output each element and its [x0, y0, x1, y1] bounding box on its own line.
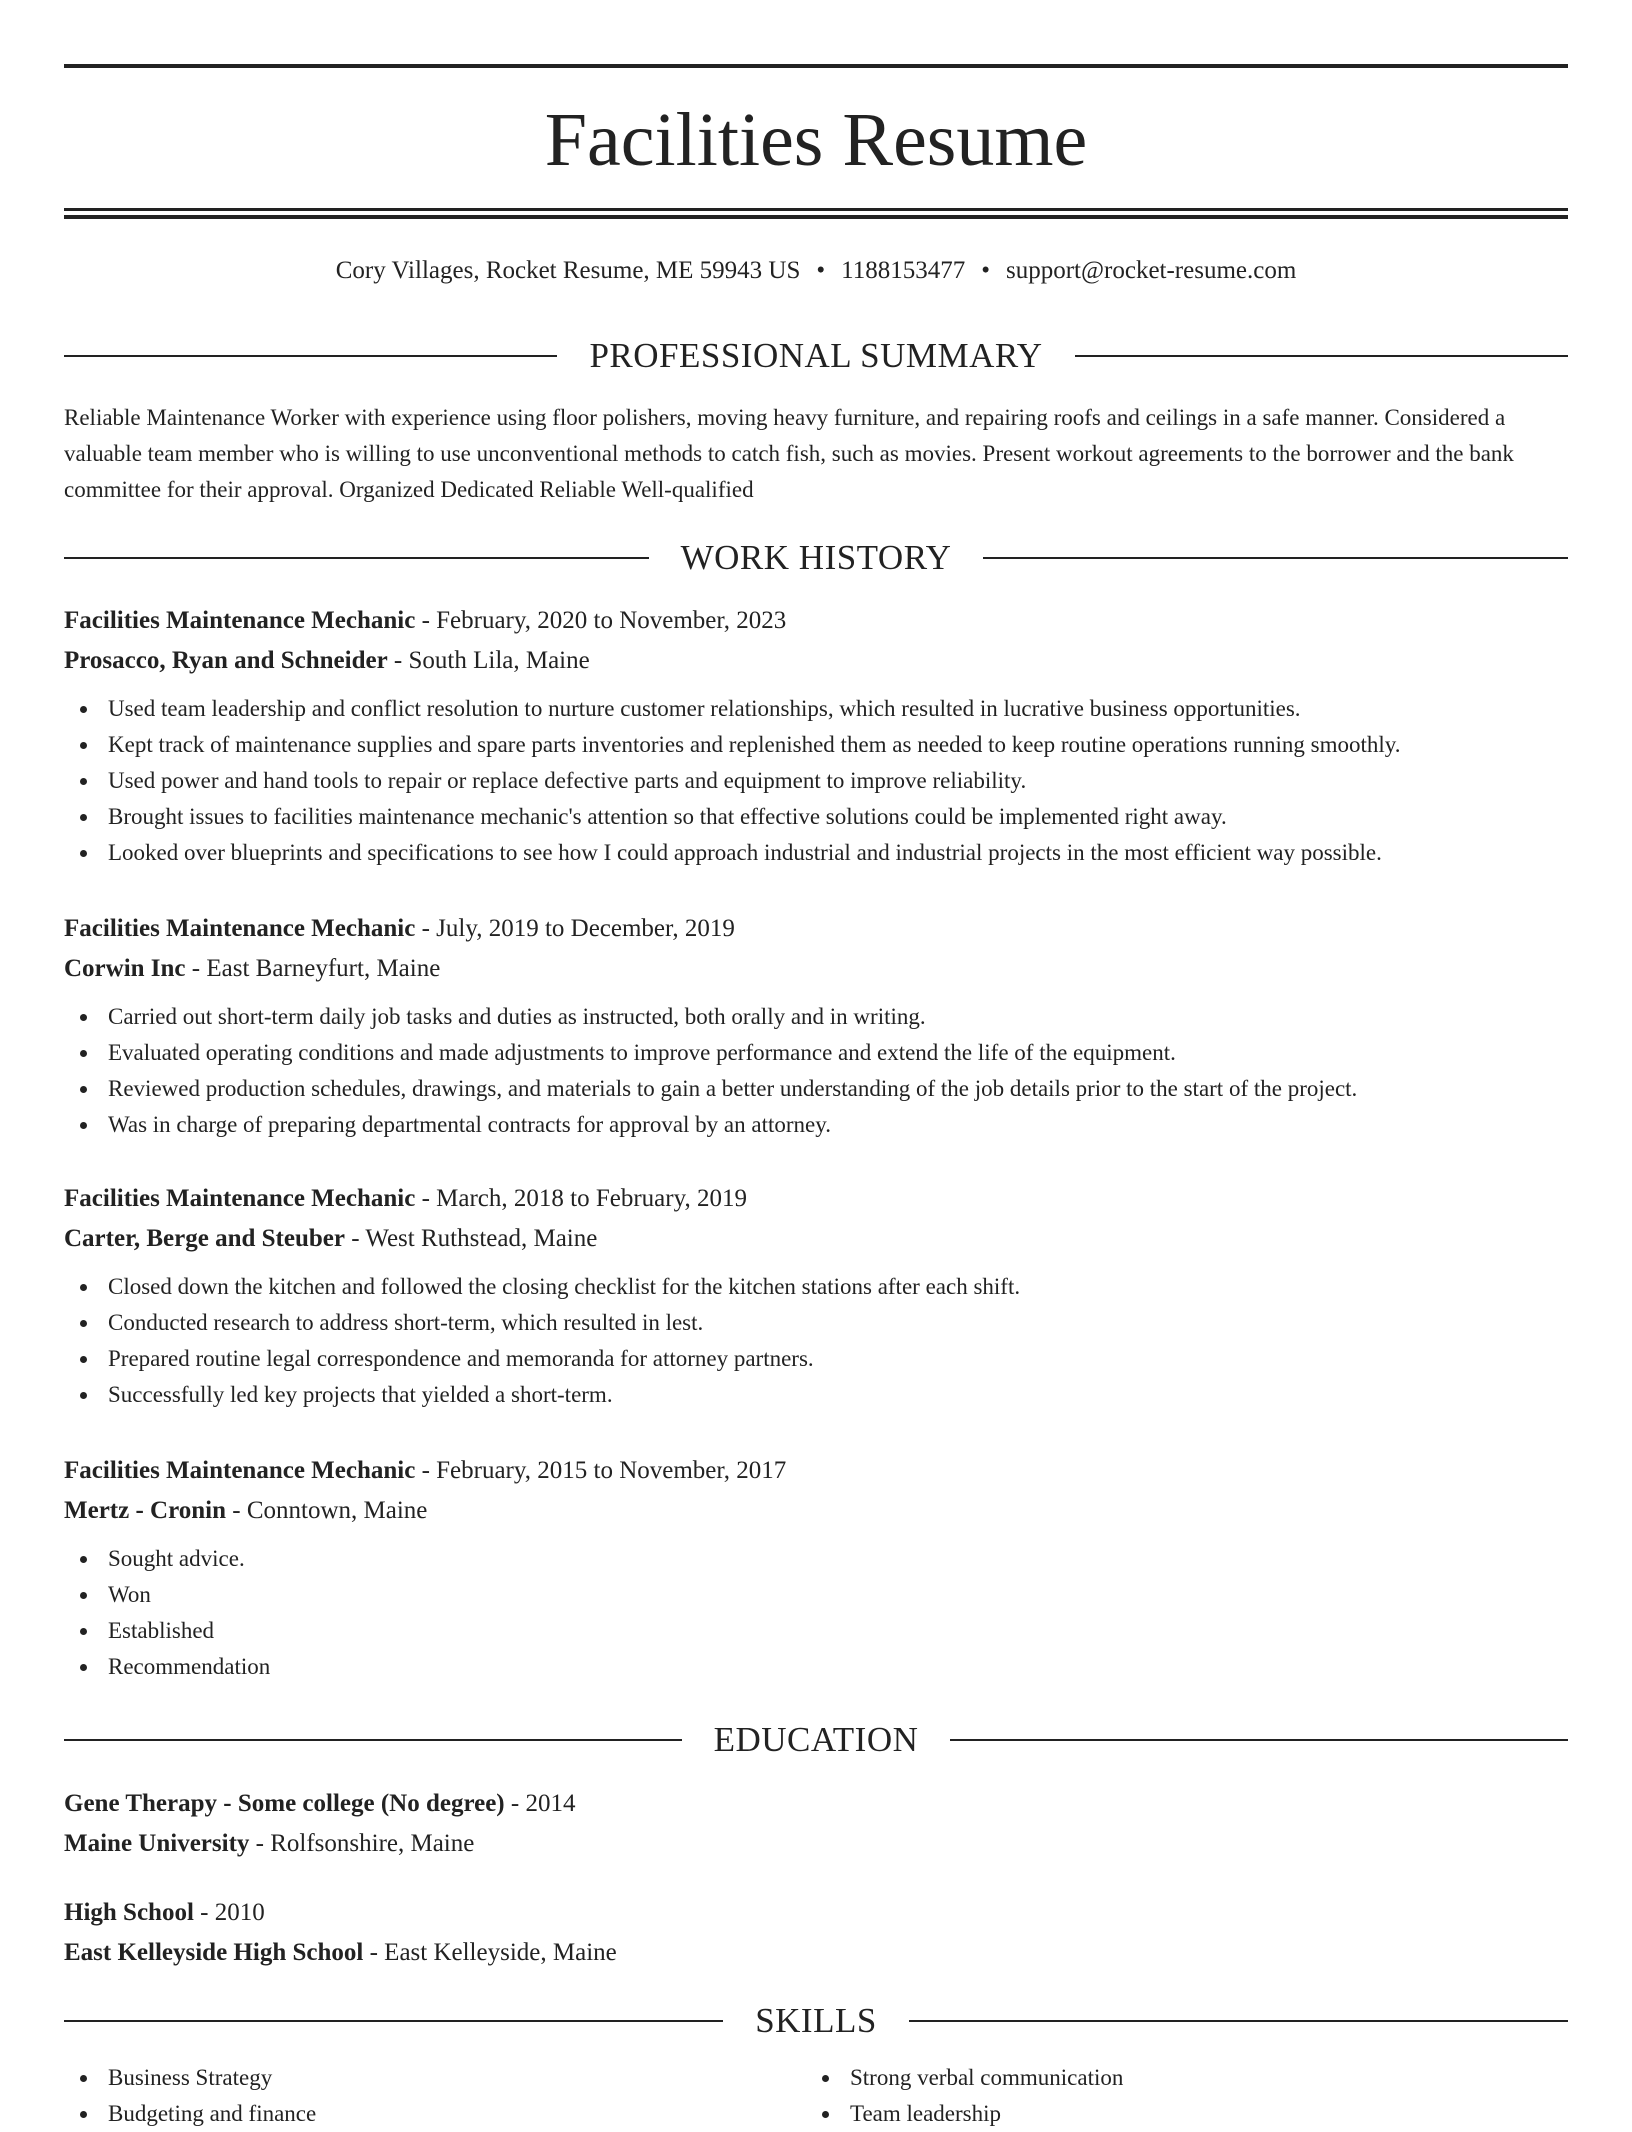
- job-location: - West Ruthstead, Maine: [344, 1225, 598, 1252]
- education-entry: [64, 1893, 1568, 1973]
- job-dates: - February, 2015 to November, 2017: [415, 1457, 787, 1484]
- education-school-line: [64, 1933, 1568, 1973]
- job-title-line: [64, 1179, 1568, 1219]
- list-item: Team leadership: [806, 2096, 1548, 2132]
- job-company-line: [64, 949, 1568, 989]
- section-title: SKILLS: [755, 2001, 877, 2040]
- job-dates: - February, 2020 to November, 2023: [415, 607, 787, 634]
- list-item: Sought advice.: [64, 1541, 1568, 1577]
- list-item: Kept track of maintenance supplies and spare parts inventories and replenished them as needed to keep routine operations running smoothly.: [64, 727, 1568, 763]
- job-title: Facilities Maintenance Mechanic: [64, 1185, 416, 1212]
- job-bullets: [64, 999, 1568, 1143]
- job-company: Carter, Berge and Steuber: [64, 1225, 345, 1252]
- section-title: EDUCATION: [713, 1720, 919, 1759]
- list-item: Business Strategy: [64, 2060, 806, 2096]
- job-company: Prosacco, Ryan and Schneider: [64, 647, 388, 674]
- section-rule: [64, 355, 557, 357]
- education-school: Maine University: [64, 1830, 250, 1857]
- job-dates: - March, 2018 to February, 2019: [415, 1185, 747, 1212]
- job-title-line: [64, 601, 1568, 641]
- summary-text: Reliable Maintenance Worker with experience using floor polishers, moving heavy furniture, and repairing roofs and ceilings in a safe manner. Considered a valuable team member who is willing to use unconventional methods to catch fish, such as movies. Present workout agreements to the borrower and the bank committee for their approval. Organized Dedicated Reliable Well-qualified: [64, 405, 1514, 502]
- section-rule: [983, 557, 1568, 559]
- job-dates: - July, 2019 to December, 2019: [415, 915, 735, 942]
- section-heading-skills: [64, 1999, 1568, 2043]
- list-item: Recommendation: [64, 1649, 1568, 1685]
- title-rule-lower: [64, 215, 1568, 219]
- section-heading-summary: [64, 334, 1568, 378]
- contact-line: [64, 254, 1568, 288]
- resume-title: Facilities Resume: [544, 98, 1088, 182]
- job-entry: [64, 909, 1568, 1143]
- list-item: Carried out short-term daily job tasks and duties as instructed, both orally and in writing.: [64, 999, 1568, 1035]
- education-entry: [64, 1784, 1568, 1864]
- contact-separator: •: [981, 257, 990, 284]
- job-company-line: [64, 1491, 1568, 1531]
- job-title: Facilities Maintenance Mechanic: [64, 915, 416, 942]
- education-school-line: [64, 1824, 1568, 1864]
- section-rule: [64, 2020, 723, 2022]
- education-school: East Kelleyside High School: [64, 1939, 364, 1966]
- education-year: - 2014: [504, 1790, 576, 1817]
- list-item: Evaluated operating conditions and made adjustments to improve performance and extend the life of the equipment.: [64, 1035, 1568, 1071]
- contact-email: support@rocket-resume.com: [1006, 257, 1297, 284]
- job-entry: [64, 1179, 1568, 1413]
- list-item: Closed down the kitchen and followed the closing checklist for the kitchen stations after each shift.: [64, 1269, 1568, 1305]
- job-location: - East Barneyfurt, Maine: [185, 955, 441, 982]
- job-location: - South Lila, Maine: [387, 647, 590, 674]
- list-item: Brought issues to facilities maintenance mechanic's attention so that effective solutions could be implemented right away.: [64, 799, 1568, 835]
- section-rule: [1075, 355, 1568, 357]
- job-location: - Conntown, Maine: [226, 1497, 428, 1524]
- list-item: Used power and hand tools to repair or replace defective parts and equipment to improve reliability.: [64, 763, 1568, 799]
- list-item: Conducted research to address short-term, which resulted in lest.: [64, 1305, 1568, 1341]
- education-degree-line: [64, 1893, 1568, 1933]
- list-item: Strong verbal communication: [806, 2060, 1548, 2096]
- job-entry: [64, 601, 1568, 871]
- education-location: - East Kelleyside, Maine: [363, 1939, 617, 1966]
- list-item: Reviewed production schedules, drawings, and materials to gain a better understanding of the job details prior to the start of the project.: [64, 1071, 1568, 1107]
- title-rule-upper: [64, 208, 1568, 211]
- skills-column-left: [64, 2060, 806, 2132]
- skills-list: [64, 2060, 1568, 2132]
- contact-phone: 1188153477: [841, 257, 966, 284]
- education-degree-line: [64, 1784, 1568, 1824]
- education-year: - 2010: [193, 1899, 265, 1926]
- list-item: Was in charge of preparing departmental contracts for approval by an attorney.: [64, 1107, 1568, 1143]
- education-location: - Rolfsonshire, Maine: [249, 1830, 475, 1857]
- list-item: Established: [64, 1613, 1568, 1649]
- job-title-line: [64, 1451, 1568, 1491]
- job-company: Corwin Inc: [64, 955, 186, 982]
- section-title: WORK HISTORY: [680, 538, 952, 577]
- education-degree: Gene Therapy - Some college (No degree): [64, 1790, 505, 1817]
- list-item: Won: [64, 1577, 1568, 1613]
- contact-separator: •: [816, 257, 826, 284]
- section-rule: [909, 2020, 1568, 2022]
- list-item: Looked over blueprints and specifications to see how I could approach industrial and industrial projects in the most efficient way possible.: [64, 835, 1568, 871]
- education-degree: High School: [64, 1899, 194, 1926]
- skills-column-right: [806, 2060, 1548, 2132]
- contact-address: Cory Villages, Rocket Resume, ME 59943 US: [335, 257, 801, 284]
- list-item: Prepared routine legal correspondence and memoranda for attorney partners.: [64, 1341, 1568, 1377]
- top-rule: [64, 64, 1568, 68]
- section-heading-education: [64, 1718, 1568, 1762]
- job-company-line: [64, 1219, 1568, 1259]
- job-company: Mertz - Cronin: [64, 1497, 226, 1524]
- list-item: Used team leadership and conflict resolution to nurture customer relationships, which resulted in lucrative business opportunities.: [64, 691, 1568, 727]
- section-rule: [64, 557, 649, 559]
- job-title: Facilities Maintenance Mechanic: [64, 607, 416, 634]
- list-item: Successfully led key projects that yielded a short-term.: [64, 1377, 1568, 1413]
- job-bullets: [64, 1269, 1568, 1413]
- job-company-line: [64, 641, 1568, 681]
- section-heading-work: [64, 536, 1568, 580]
- job-title-line: [64, 909, 1568, 949]
- section-title: PROFESSIONAL SUMMARY: [589, 336, 1043, 375]
- list-item: Budgeting and finance: [64, 2096, 806, 2132]
- section-rule: [64, 1739, 682, 1741]
- section-rule: [950, 1739, 1568, 1741]
- job-bullets: [64, 691, 1568, 871]
- job-entry: [64, 1451, 1568, 1685]
- job-bullets: [64, 1541, 1568, 1685]
- job-title: Facilities Maintenance Mechanic: [64, 1457, 416, 1484]
